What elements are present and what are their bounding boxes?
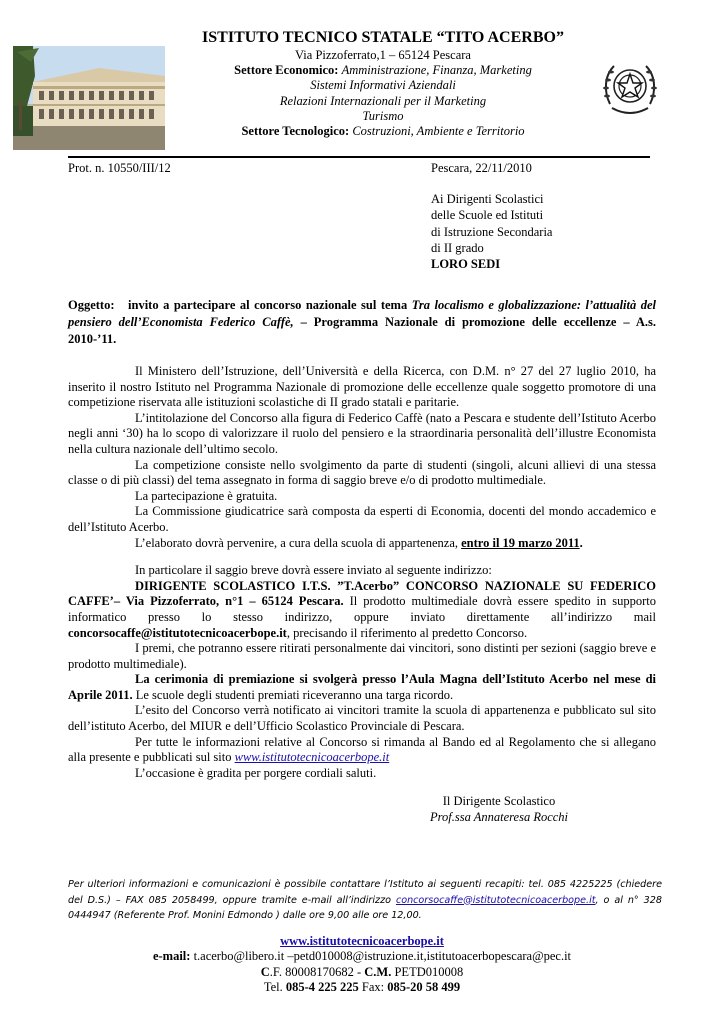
recipient-line: Ai Dirigenti Scolastici: [431, 192, 544, 206]
italian-republic-emblem-icon: [602, 58, 658, 120]
institute-name: ISTITUTO TECNICO STATALE “TITO ACERBO”: [202, 29, 564, 46]
sector-turismo: Turismo: [362, 108, 404, 123]
footnote-email-link[interactable]: concorsocaffe@istitutotecnicoacerbope.it: [395, 894, 596, 906]
subject-theme: Tra localismo e globalizzazione: l’attualità del pensiero dell’Economista Federico Caffè,: [68, 298, 657, 330]
paragraph-address: DIRIGENTE SCOLASTICO I.T.S. ”T.Acerbo” CONCORSO NAZIONALE SU FEDERICO CAFFE’– Via Pizzoferrato, n°1 – 65124 Pescara. Il prodotto multimediale dovrà essere spedito in supporto informatico presso lo stesso indirizzo, oppure inviato direttamente all’indirizzo mail concorsocaffe@istitutotecnicoacerbope.it, precisando il riferimento al predetto Concorso.: [68, 578, 657, 640]
letter-body: [68, 364, 656, 781]
signature-block: [414, 793, 584, 825]
footnote: Per ulteriori informazioni e comunicazioni è possibile contattare l’Istituto ai seguenti recapiti: tel. 085 4225225 (chiedere del D.S.) – FAX 085 2058499, oppure tramite e-mail all’indirizzo concorsocaffe@istitutotecnicoacerbope.it, o al n° 328 0444947 (Referente Prof. Monini Edmondo ) dalle ore 9,00 alle ore 12,00.: [68, 879, 662, 921]
signature-title: Il Dirigente Scolastico: [442, 794, 556, 808]
paragraph: I premi, che potranno essere ritirati personalmente dai vincitori, sono distinti per sezioni (saggio breve e prodotto multimediale).: [68, 641, 656, 671]
header-divider: [68, 156, 650, 158]
subject-programme: – Programma Nazionale di promozione delle eccellenze – A.s. 2010-’11.: [68, 315, 656, 347]
institute-address: Via Pizzoferrato,1 – 65124 Pescara: [295, 48, 471, 62]
subject-label: Oggetto:: [68, 298, 115, 312]
paragraph-ceremony: La cerimonia di premiazione si svolgerà presso l’Aula Magna dell’Istituto Acerbo nel mese di Aprile 2011. Le scuole degli studenti premiati riceveranno una targa ricordo.: [68, 672, 656, 702]
school-building-photo: [13, 46, 165, 150]
sector-relazioni: Relazioni Internazionali per il Marketing: [279, 93, 487, 108]
technological-sector: Settore Tecnologico: Costruzioni, Ambiente e Territorio: [241, 124, 525, 139]
paragraph: La competizione consiste nello svolgimento da parte di studenti (singoli, alcuni allievi di una stessa classe o di più classi) del tema assegnato in forma di saggio breve e/o di prodotto multimediale.: [68, 457, 656, 488]
recipient-line: delle Scuole ed Istituti: [431, 208, 544, 223]
subject: [68, 297, 656, 349]
footer-codes: C.F. 80008170682 - C.M. PETD010008: [260, 964, 464, 979]
paragraph-deadline: L’elaborato dovrà pervenire, a cura della scuola di appartenenza, entro il 19 marzo 2011.: [135, 535, 583, 550]
paragraph: La Commissione giudicatrice sarà composta da esperti di Economia, docenti del mondo accademico e dell’Istituto Acerbo.: [68, 504, 656, 534]
contest-email: concorsocaffe@istitutotecnicoacerbope.it: [68, 625, 287, 640]
paragraph: La partecipazione è gratuita.: [135, 488, 278, 503]
paragraph: In particolare il saggio breve dovrà essere inviato al seguente indirizzo:: [135, 563, 492, 578]
recipient-line: di Istruzione Secondaria: [431, 224, 553, 239]
footer-website-link[interactable]: www.istitutotecnicoacerbope.it: [280, 934, 444, 948]
protocol-number: Prot. n. 10550/III/12: [68, 161, 171, 175]
place-date: Pescara, 22/11/2010: [431, 161, 532, 175]
footer-phone: Tel. 085-4 225 225 Fax: 085-20 58 499: [263, 979, 461, 994]
letterhead: [165, 28, 601, 139]
signature-name: Prof.ssa Annateresa Rocchi: [429, 810, 569, 824]
subject-text: invito a partecipare al concorso nazionale sul tema: [128, 298, 408, 312]
paragraph-closing: L’occasione è gradita per porgere cordiali saluti.: [135, 765, 377, 780]
recipients-block: [431, 191, 552, 272]
paragraph-website: Per tutte le informazioni relative al Concorso si rimanda al Bando ed al Regolamento che si allegano alla presente e pubblicati sul sito www.istitutotecnicoacerbope.it: [68, 734, 656, 765]
paragraph: L’intitolazione del Concorso alla figura di Federico Caffè (nato a Pescara e studente dell’Istituto Acerbo negli anni ‘30) ha lo scopo di valorizzare il ruolo del pensiero e la straordinaria personalità dell’illustre Economista nella cultura nazionale dell’ultimo secolo.: [68, 410, 656, 456]
sector-sistemi: Sistemi Informativi Aziendali: [310, 78, 456, 93]
paragraph: Il Ministero dell’Istruzione, dell’Università e della Ricerca, con D.M. n° 27 del 27 luglio 2010, ha inserito il nostro Istituto nel Programma Nazionale di promozione delle eccellenze quale soggetto promotore di una competizione riservata alle istituzioni scolastiche di II grado statali e paritarie.: [68, 364, 656, 410]
deadline: entro il 19 marzo 2011: [461, 535, 580, 550]
recipient-line: di II grado: [431, 240, 484, 255]
contacts-footer: [68, 934, 656, 995]
website-link[interactable]: www.istitutotecnicoacerbope.it: [234, 750, 390, 765]
recipient-line-loro-sedi: LORO SEDI: [431, 257, 501, 272]
paragraph: L’esito del Concorso verrà notificato ai vincitori tramite la scuola di appartenenza e pubblicato sul sito dell’istituto Acerbo, del MIUR e dell’Ufficio Scolastico Provinciale di Pescara.: [68, 703, 656, 734]
footer-email: e-mail: t.acerbo@libero.it –petd010008@istruzione.it,istitutoacerbopescara@pec.it: [152, 949, 572, 964]
economic-sector: Settore Economico: Amministrazione, Finanza, Marketing: [234, 63, 532, 78]
